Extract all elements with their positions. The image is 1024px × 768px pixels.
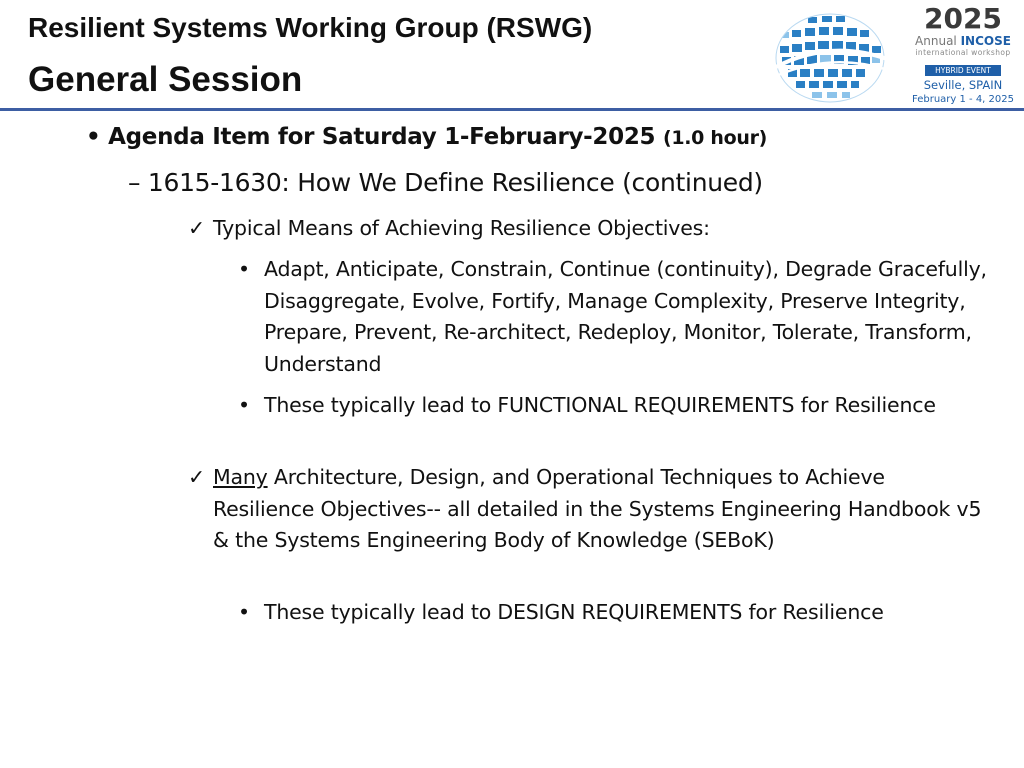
checklist-item-text: Typical Means of Achieving Resilience Objectives: xyxy=(213,216,710,240)
list-item-text: These typically lead to DESIGN REQUIREMENTS for Resilience xyxy=(264,600,884,624)
list-item xyxy=(238,390,988,422)
agenda-item-duration: (1.0 hour) xyxy=(662,127,768,149)
slide-title-line2: General Session xyxy=(28,60,303,99)
incose-logo xyxy=(904,4,1022,106)
agenda-item-heading xyxy=(86,124,767,150)
bullet-icon: • xyxy=(238,393,250,417)
checklist-item xyxy=(188,462,988,557)
header-divider xyxy=(0,108,1024,111)
bullet-icon: • xyxy=(238,600,250,624)
list-item xyxy=(238,597,988,629)
logo-name xyxy=(904,34,1022,48)
checkmark-icon: ✓ xyxy=(188,216,205,240)
checklist-item-body: Architecture, Design, and Operational Techniques to Achieve Resilience Objectives-- all detailed in the Systems Engineering Handbook v5 & the Systems Engineering Body of Knowledge (SEBoK) xyxy=(213,465,982,552)
dash-icon: – xyxy=(128,168,141,197)
checklist-item-text xyxy=(213,462,988,557)
emphasis-text: Many xyxy=(213,465,268,489)
checkmark-icon: ✓ xyxy=(188,465,205,489)
logo-annual: Annual xyxy=(915,34,957,48)
globe-logo-icon xyxy=(772,8,892,104)
logo-dates: February 1 - 4, 2025 xyxy=(912,94,1014,105)
logo-city: Seville, SPAIN xyxy=(923,78,1003,92)
logo-brand: INCOSE xyxy=(960,34,1011,48)
slide-title-line1: Resilient Systems Working Group (RSWG) xyxy=(28,12,593,43)
list-item-text: Adapt, Anticipate, Constrain, Continue (continuity), Degrade Gracefully, Disaggregate, Evolve, Fortify, Manage Complexity, Preserve Integrity, Prepare, Prevent, Re-architect, Redeploy, Monitor, Tolerate, Transform, Understand xyxy=(264,257,987,376)
agenda-item-title: Agenda Item for Saturday 1-February-2025 xyxy=(108,124,656,150)
bullet-icon: • xyxy=(238,257,250,281)
checklist-item xyxy=(188,213,988,245)
agenda-subitem xyxy=(128,168,763,197)
agenda-subitem-text: 1615-1630: How We Define Resilience (continued) xyxy=(147,168,763,197)
agenda-item-bullet: • xyxy=(86,124,101,150)
list-item xyxy=(238,254,988,380)
logo-badge: HYBRID EVENT xyxy=(925,65,1001,76)
logo-year: 2025 xyxy=(924,2,1002,35)
list-item-text: These typically lead to FUNCTIONAL REQUIREMENTS for Resilience xyxy=(264,393,936,417)
logo-subtitle: international workshop xyxy=(915,48,1011,57)
